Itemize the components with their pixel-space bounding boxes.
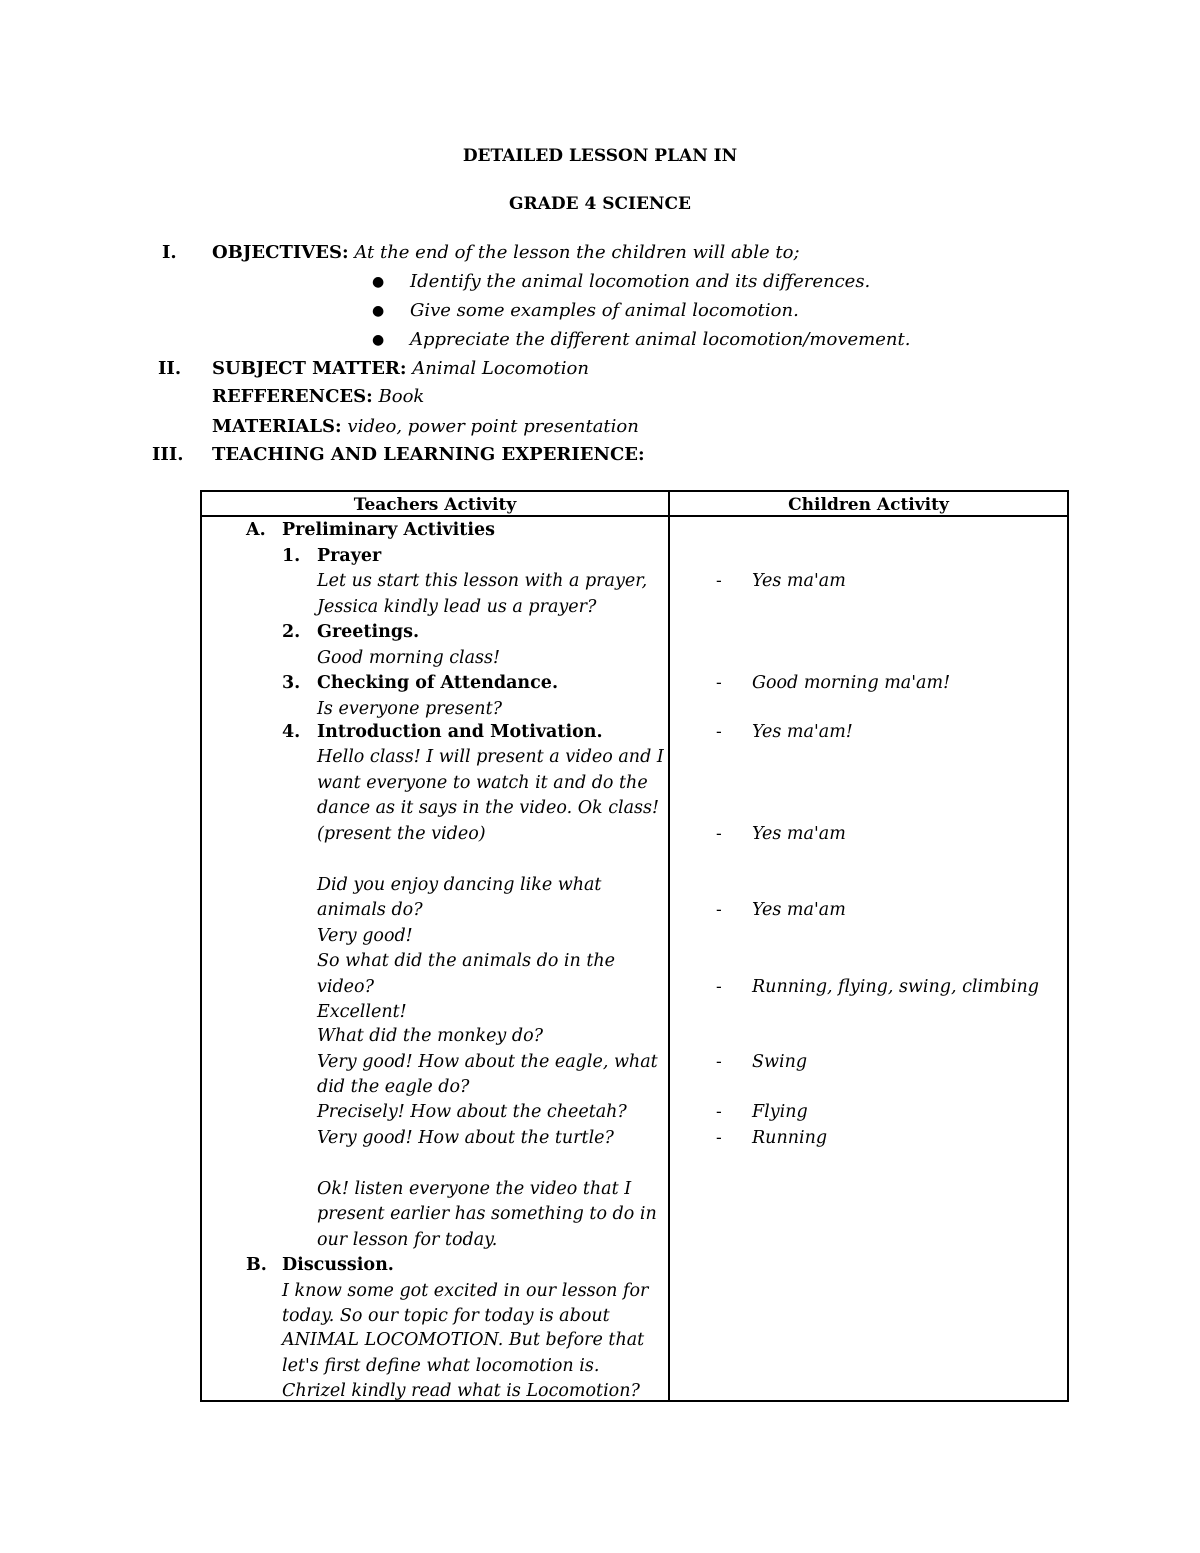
outline-marker: 4. [282,722,301,742]
teacher-line: dance as it says in the video. Ok class! [317,798,660,818]
teacher-line: today. So our topic for today is about [282,1306,610,1326]
introduction-heading: Introduction and Motivation. [317,722,603,742]
section-numeral-teaching: III. [152,444,184,465]
objective-item: Appreciate the different animal locomotion/movement. [410,329,911,350]
outline-marker: A. [246,520,266,540]
outline-marker: 1. [282,546,301,566]
teacher-line: I know some got excited in our lesson for [282,1281,649,1301]
prayer-heading: Prayer [317,546,382,566]
child-response: Running, flying, swing, climbing [752,977,1039,997]
teacher-line: Jessica kindly lead us a prayer? [317,597,597,617]
objective-item: Give some examples of animal locomotion. [410,300,799,321]
response-dash: - [716,1052,722,1072]
bullet-icon: ● [372,274,385,290]
teacher-line: want everyone to watch it and do the [317,773,648,793]
teacher-line: Very good! How about the eagle, what [317,1052,658,1072]
teacher-line: let's first define what locomotion is. [282,1356,600,1376]
greetings-heading: Greetings. [317,622,420,642]
child-response: Yes ma'am! [752,722,853,742]
response-dash: - [716,824,722,844]
teacher-line: ANIMAL LOCOMOTION. But before that [282,1330,645,1350]
teacher-line: Ok! listen everyone the video that I [317,1179,632,1199]
teacher-line: (present the video) [317,824,486,844]
response-dash: - [716,1128,722,1148]
subject-matter-line [212,358,589,380]
table-header-teacher: Teachers Activity [353,495,517,515]
teacher-line: Is everyone present? [317,699,502,719]
materials-value: video, power point presentation [347,416,639,437]
document-title: DETAILED LESSON PLAN IN [462,146,738,166]
child-response: Running [752,1128,828,1148]
child-response: Yes ma'am [752,900,846,920]
response-dash: - [716,977,722,997]
response-dash: - [716,722,722,742]
teacher-line: Let us start this lesson with a prayer, [317,571,648,591]
child-response: Good morning ma'am! [752,673,951,693]
teacher-line: Very good! [317,926,413,946]
teacher-line: Hello class! I will present a video and I [317,747,664,767]
subject-label: SUBJECT MATTER: [212,358,407,379]
bullet-icon: ● [372,303,385,319]
teacher-line: What did the monkey do? [317,1026,544,1046]
child-response: Swing [752,1052,808,1072]
outline-marker: 2. [282,622,301,642]
outline-marker: 3. [282,673,301,693]
subject-value: Animal Locomotion [412,358,589,379]
references-line [212,386,424,408]
outline-marker: B. [246,1255,267,1275]
teacher-line: Very good! How about the turtle? [317,1128,614,1148]
teacher-line: video? [317,977,374,997]
teacher-line: So what did the animals do in the [317,951,616,971]
attendance-heading: Checking of Attendance. [317,673,559,693]
table-column-divider [668,490,670,1402]
teacher-line: Precisely! How about the cheetah? [317,1102,627,1122]
materials-line [212,416,639,438]
teacher-line: Excellent! [317,1002,407,1022]
section-numeral-subject: II. [158,358,182,379]
teacher-line: Did you enjoy dancing like what [317,875,602,895]
bullet-icon: ● [372,332,385,348]
response-dash: - [716,673,722,693]
objective-item: Identify the animal locomotion and its differences. [410,271,871,292]
teacher-line: Chrizel kindly read what is Locomotion? [282,1381,640,1401]
teacher-line: Good morning class! [317,648,501,668]
child-response: Yes ma'am [752,824,846,844]
teacher-line: present earlier has something to do in [317,1204,657,1224]
discussion-heading: Discussion. [282,1255,394,1275]
child-response: Flying [752,1102,808,1122]
response-dash: - [716,900,722,920]
preliminary-activities-heading: Preliminary Activities [282,520,496,540]
section-numeral-objectives: I. [162,242,177,263]
teacher-line: animals do? [317,900,423,920]
objectives-label: OBJECTIVES: [212,242,349,263]
response-dash: - [716,1102,722,1122]
teacher-line: our lesson for today. [317,1230,498,1250]
response-dash: - [716,571,722,591]
objectives-heading [212,242,800,264]
teaching-heading: TEACHING AND LEARNING EXPERIENCE: [212,444,645,465]
materials-label: MATERIALS: [212,416,342,437]
objectives-intro: At the end of the lesson the children will able to; [354,242,800,263]
references-label: REFFERENCES: [212,386,373,407]
child-response: Yes ma'am [752,571,846,591]
table-header-children: Children Activity [788,495,949,515]
document-subtitle: GRADE 4 SCIENCE [509,194,691,214]
teacher-line: did the eagle do? [317,1077,470,1097]
references-value: Book [378,386,425,407]
